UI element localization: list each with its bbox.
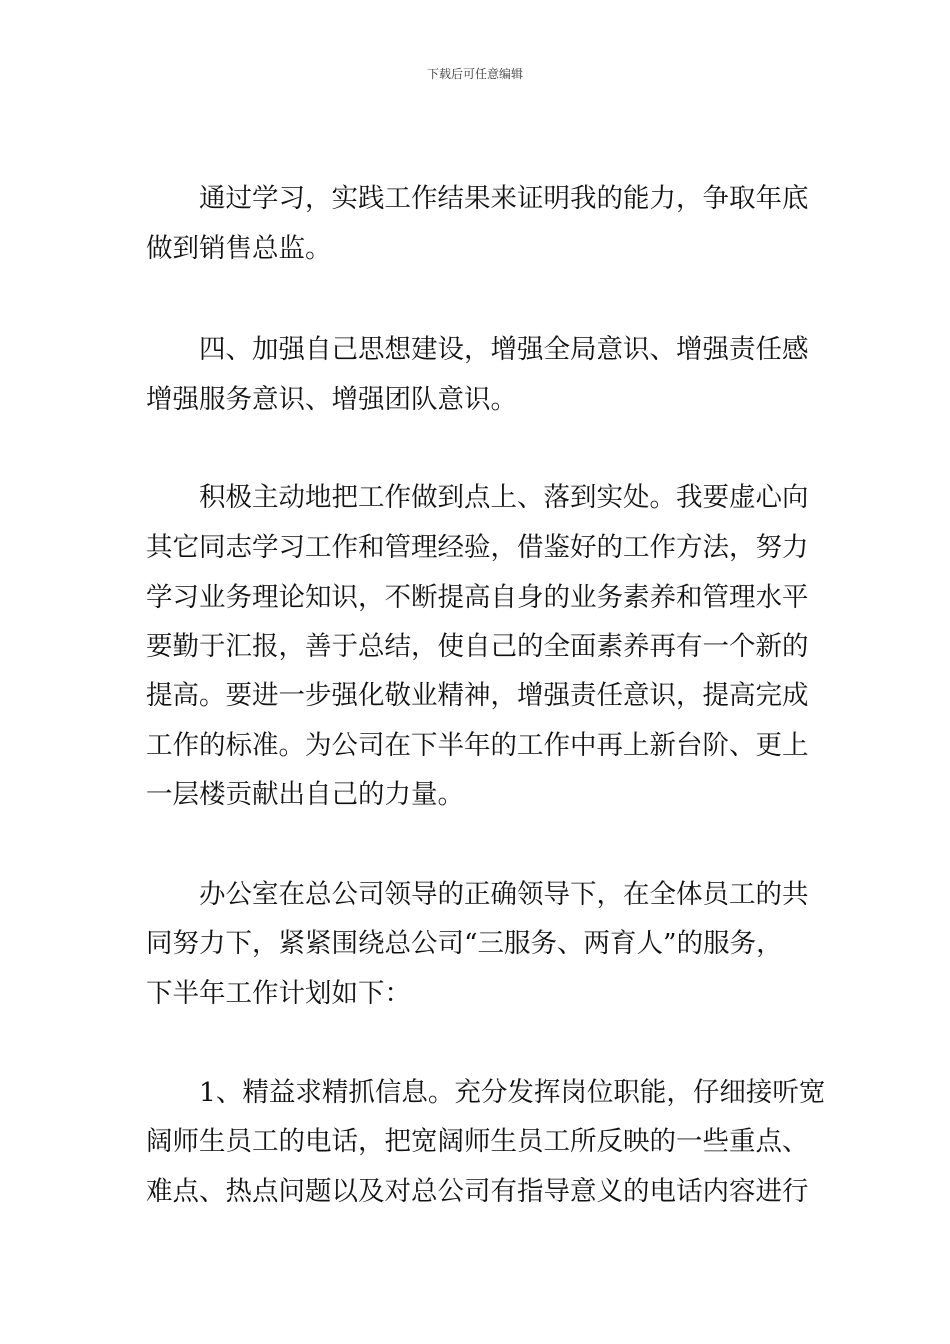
paragraph-line: 学习业务理论知识，不断提高自身的业务素养和管理水平 [146, 582, 809, 613]
paragraph-line: 阔师生员工的电话，把宽阔师生员工所反映的一些重点、 [146, 1126, 809, 1157]
paragraph-line: 下半年工作计划如下： [146, 978, 411, 1009]
paragraph-line: 提高。要进一步强化敬业精神，增强责任意识，提高完成 [146, 680, 809, 711]
paragraph-line: 要勤于汇报，善于总结，使自己的全面素养再有一个新的 [146, 631, 809, 662]
paragraph-line: 同努力下，紧紧围绕总公司“三服务、两育人”的服务， [146, 928, 783, 959]
paragraph-line: 工作的标准。为公司在下半年的工作中再上新台阶、更上 [146, 730, 809, 761]
paragraph-line: 增强服务意识、增强团队意识。 [146, 384, 517, 415]
page-header: 下载后可任意编辑 [426, 67, 523, 81]
paragraph-line: 一层楼贡献出自己的力量。 [146, 779, 464, 810]
paragraph-line: 做到销售总监。 [146, 233, 332, 264]
paragraph-line: 其它同志学习工作和管理经验，借鉴好的工作方法，努力 [146, 532, 809, 563]
paragraph-line: 1、精益求精抓信息。充分发挥岗位职能，仔细接听宽 [199, 1077, 826, 1108]
paragraph-line: 难点、热点问题以及对总公司有指导意义的电话内容进行 [146, 1176, 809, 1207]
paragraph-line: 办公室在总公司领导的正确领导下，在全体员工的共 [199, 879, 809, 910]
paragraph-line: 积极主动地把工作做到点上、落到实处。我要虚心向 [199, 482, 809, 513]
paragraph-line: 通过学习，实践工作结果来证明我的能力，争取年底 [199, 183, 809, 214]
paragraph-line: 四、加强自己思想建设，增强全局意识、增强责任感 [199, 334, 809, 365]
